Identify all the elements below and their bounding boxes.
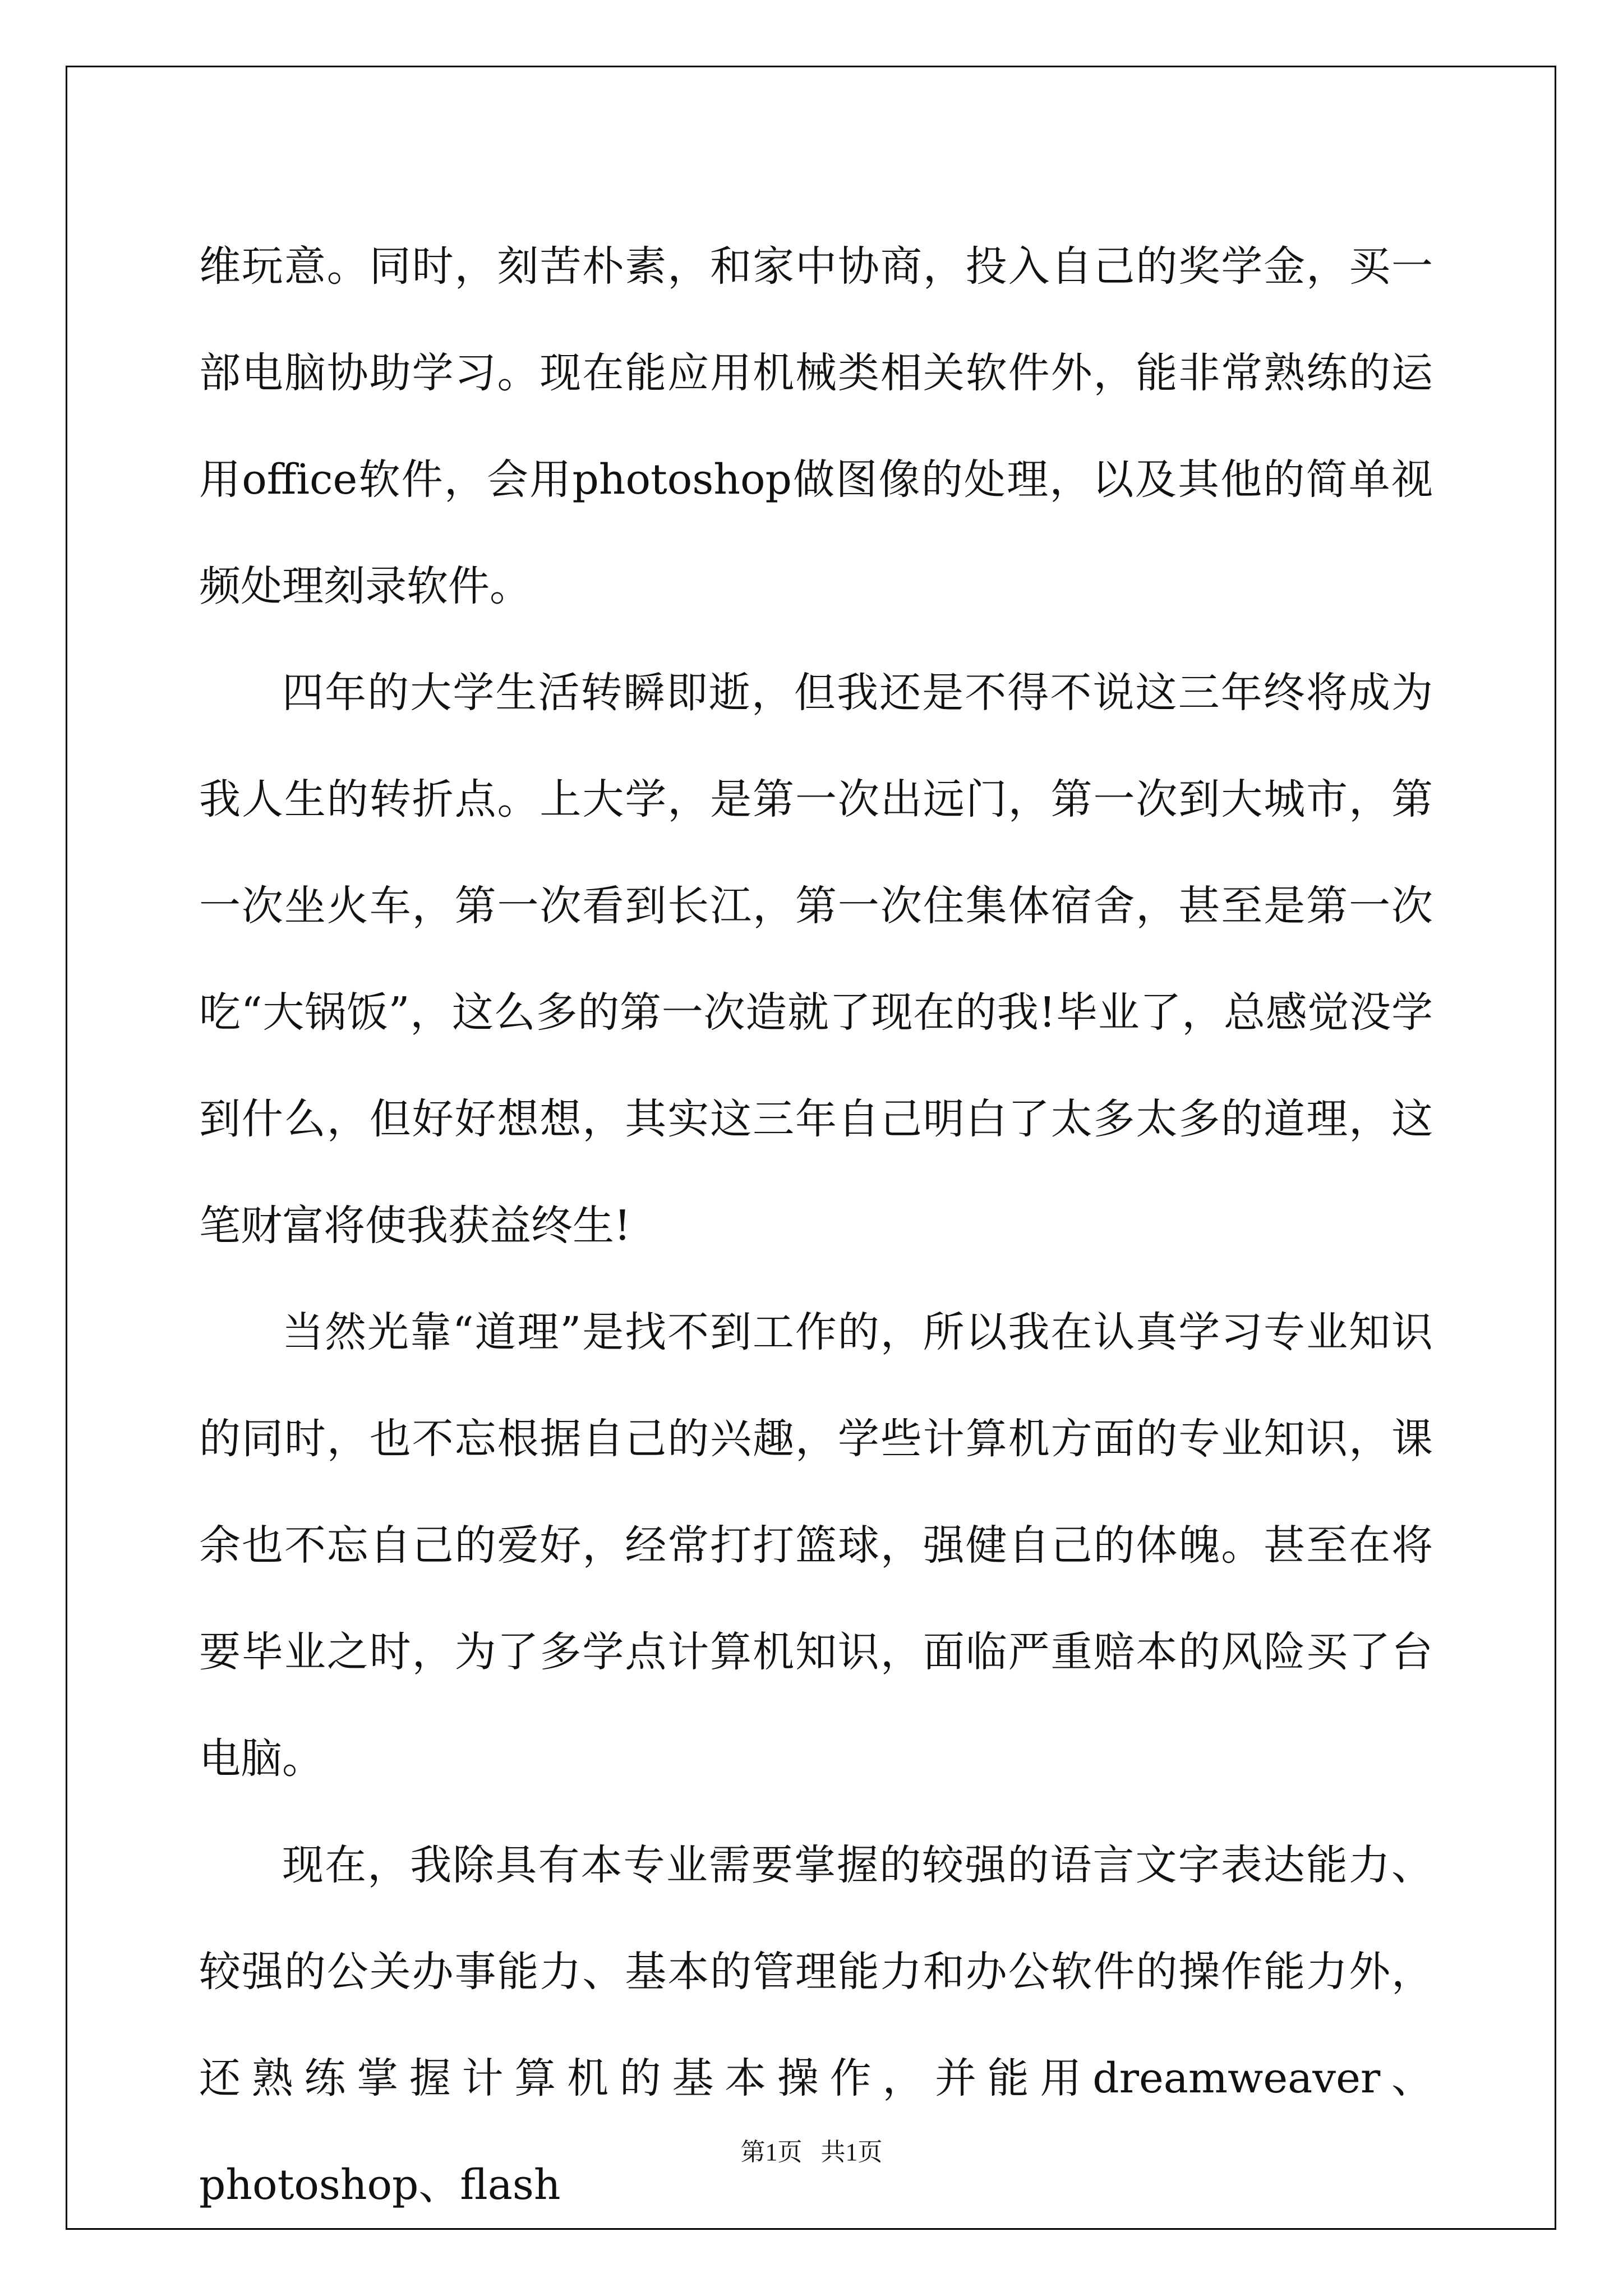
paragraph-3: 当然光靠“道理”是找不到工作的，所以我在认真学习专业知识的同时，也不忘根据自己的兴趣，学些计算机方面的专业知识，课余也不忘自己的爱好，经常打打篮球，强健自己的体魄。甚至在将要毕业之时，为了多学点计算机知识，面临严重赔本的风险买了台电脑。 <box>199 1308 1433 1783</box>
paragraph-4: 现在，我除具有本专业需要掌握的较强的语言文字表达能力、较强的公关办事能力、基本的管理能力和办公软件的操作能力外，还熟练掌握计算机的基本操作，并能用dreamweaver、photoshop、flash <box>199 1841 1433 2209</box>
paragraph-2: 四年的大学生活转瞬即逝，但我还是不得不说这三年终将成为我人生的转折点。上大学，是第一次出远门，第一次到大城市，第一次坐火车，第一次看到长江，第一次住集体宿舍，甚至是第一次吃“大锅饭”，这么多的第一次造就了现在的我!毕业了，总感觉没学到什么，但好好想想，其实这三年自己明白了太多太多的道理，这笔财富将使我获益终生! <box>199 669 1433 1250</box>
paragraph-1: 维玩意。同时，刻苦朴素，和家中协商，投入自己的奖学金，买一部电脑协助学习。现在能应用机械类相关软件外，能非常熟练的运用office软件，会用photoshop做图像的处理，以及其他的简单视频处理刻录软件。 <box>199 242 1433 610</box>
page-number-footer: 第1页 共1页 <box>740 2138 883 2166</box>
document-body <box>199 213 1433 2238</box>
